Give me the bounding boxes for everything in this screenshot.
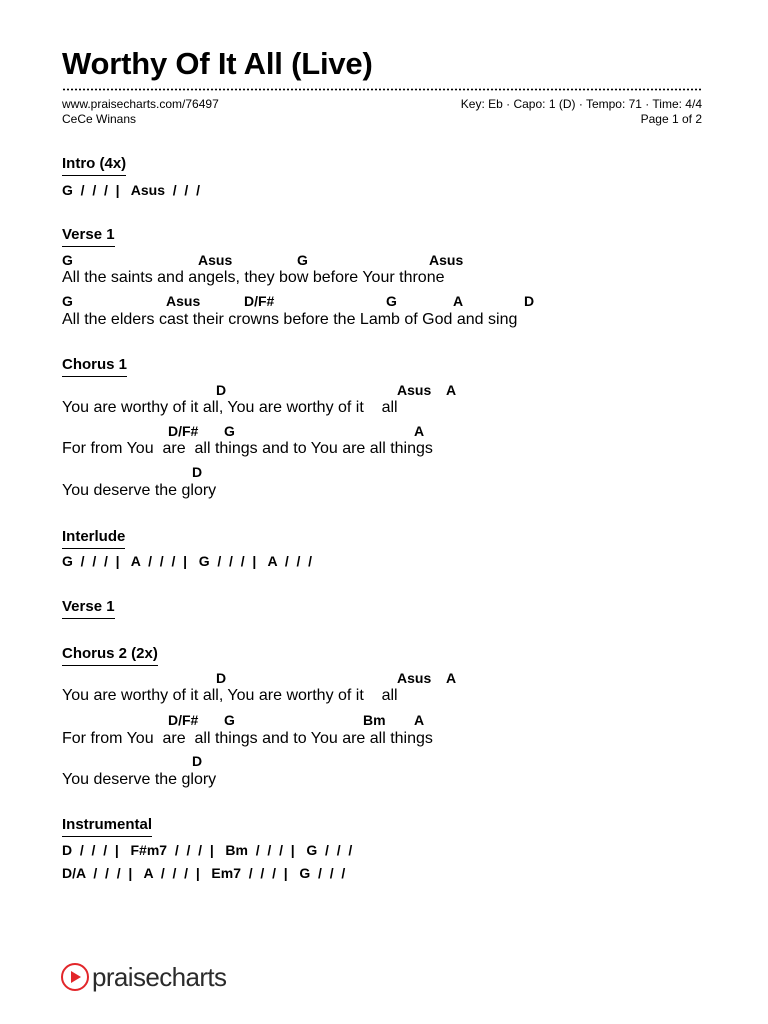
lyric-line: You are worthy of it all, You are worthy of it all [62, 687, 398, 704]
chord: G [224, 423, 235, 439]
chord: D/F# [168, 423, 199, 439]
chord: Bm [363, 712, 386, 728]
chord: A [446, 382, 457, 398]
song-url: www.praisecharts.com/76497 [62, 97, 219, 111]
chord: G [224, 712, 235, 728]
lyric-line: All the elders cast their crowns before the Lamb of God and sing [62, 311, 518, 328]
logo-text: praisecharts [92, 962, 227, 992]
play-icon [61, 963, 89, 991]
chord: G [62, 252, 73, 268]
chord: G [386, 293, 397, 309]
chord: D/F# [244, 293, 275, 309]
lyric-line: All the saints and angels, they bow before Your throne [62, 269, 445, 286]
section-title-intro: Intro (4x) [62, 155, 126, 176]
chord: D/F# [168, 712, 199, 728]
chord: D [216, 382, 227, 398]
intro-bar: G / / / | Asus / / / [62, 182, 200, 198]
song-title: Worthy Of It All (Live) [62, 46, 373, 81]
section-title-instrumental: Instrumental [62, 816, 152, 837]
chord: Asus [166, 293, 201, 309]
chord: G [297, 252, 308, 268]
chord: D [192, 464, 203, 480]
play-icon-glyph [68, 970, 82, 984]
chord: D [216, 670, 227, 686]
section-title-verse1-repeat: Verse 1 [62, 598, 115, 619]
song-info: Key: Eb · Capo: 1 (D) · Tempo: 71 · Time: 4/4 [460, 97, 702, 111]
chord: D [524, 293, 535, 309]
lyric-line: For from You are all things and to You are all things [62, 440, 433, 457]
instrumental-bar: D / / / | F#m7 / / / | Bm / / / | G / / / [62, 842, 353, 858]
chord: G [62, 293, 73, 309]
interlude-bar: G / / / | A / / / | G / / / | A / / / [62, 553, 313, 569]
section-title-interlude: Interlude [62, 528, 125, 549]
page-number: Page 1 of 2 [640, 112, 702, 126]
chord: A [453, 293, 464, 309]
lyric-line: You deserve the glory [62, 771, 217, 788]
chord: D [192, 753, 203, 769]
lyric-line: For from You are all things and to You are all things [62, 730, 433, 747]
chord: A [446, 670, 457, 686]
lyric-line: You deserve the glory [62, 482, 217, 499]
section-title-chorus2: Chorus 2 (2x) [62, 645, 158, 666]
chord: A [414, 423, 425, 439]
chord: Asus [397, 382, 432, 398]
section-title-chorus1: Chorus 1 [62, 356, 127, 377]
artist-name: CeCe Winans [62, 112, 137, 126]
lyric-line: You are worthy of it all, You are worthy of it all [62, 399, 398, 416]
dotted-divider [62, 88, 703, 91]
chord: Asus [429, 252, 464, 268]
chord: Asus [397, 670, 432, 686]
chord: A [414, 712, 425, 728]
praisecharts-logo [61, 960, 226, 994]
section-title-verse1: Verse 1 [62, 226, 115, 247]
instrumental-bar: D/A / / / | A / / / | Em7 / / / | G / / / [62, 865, 346, 881]
chord: Asus [198, 252, 233, 268]
